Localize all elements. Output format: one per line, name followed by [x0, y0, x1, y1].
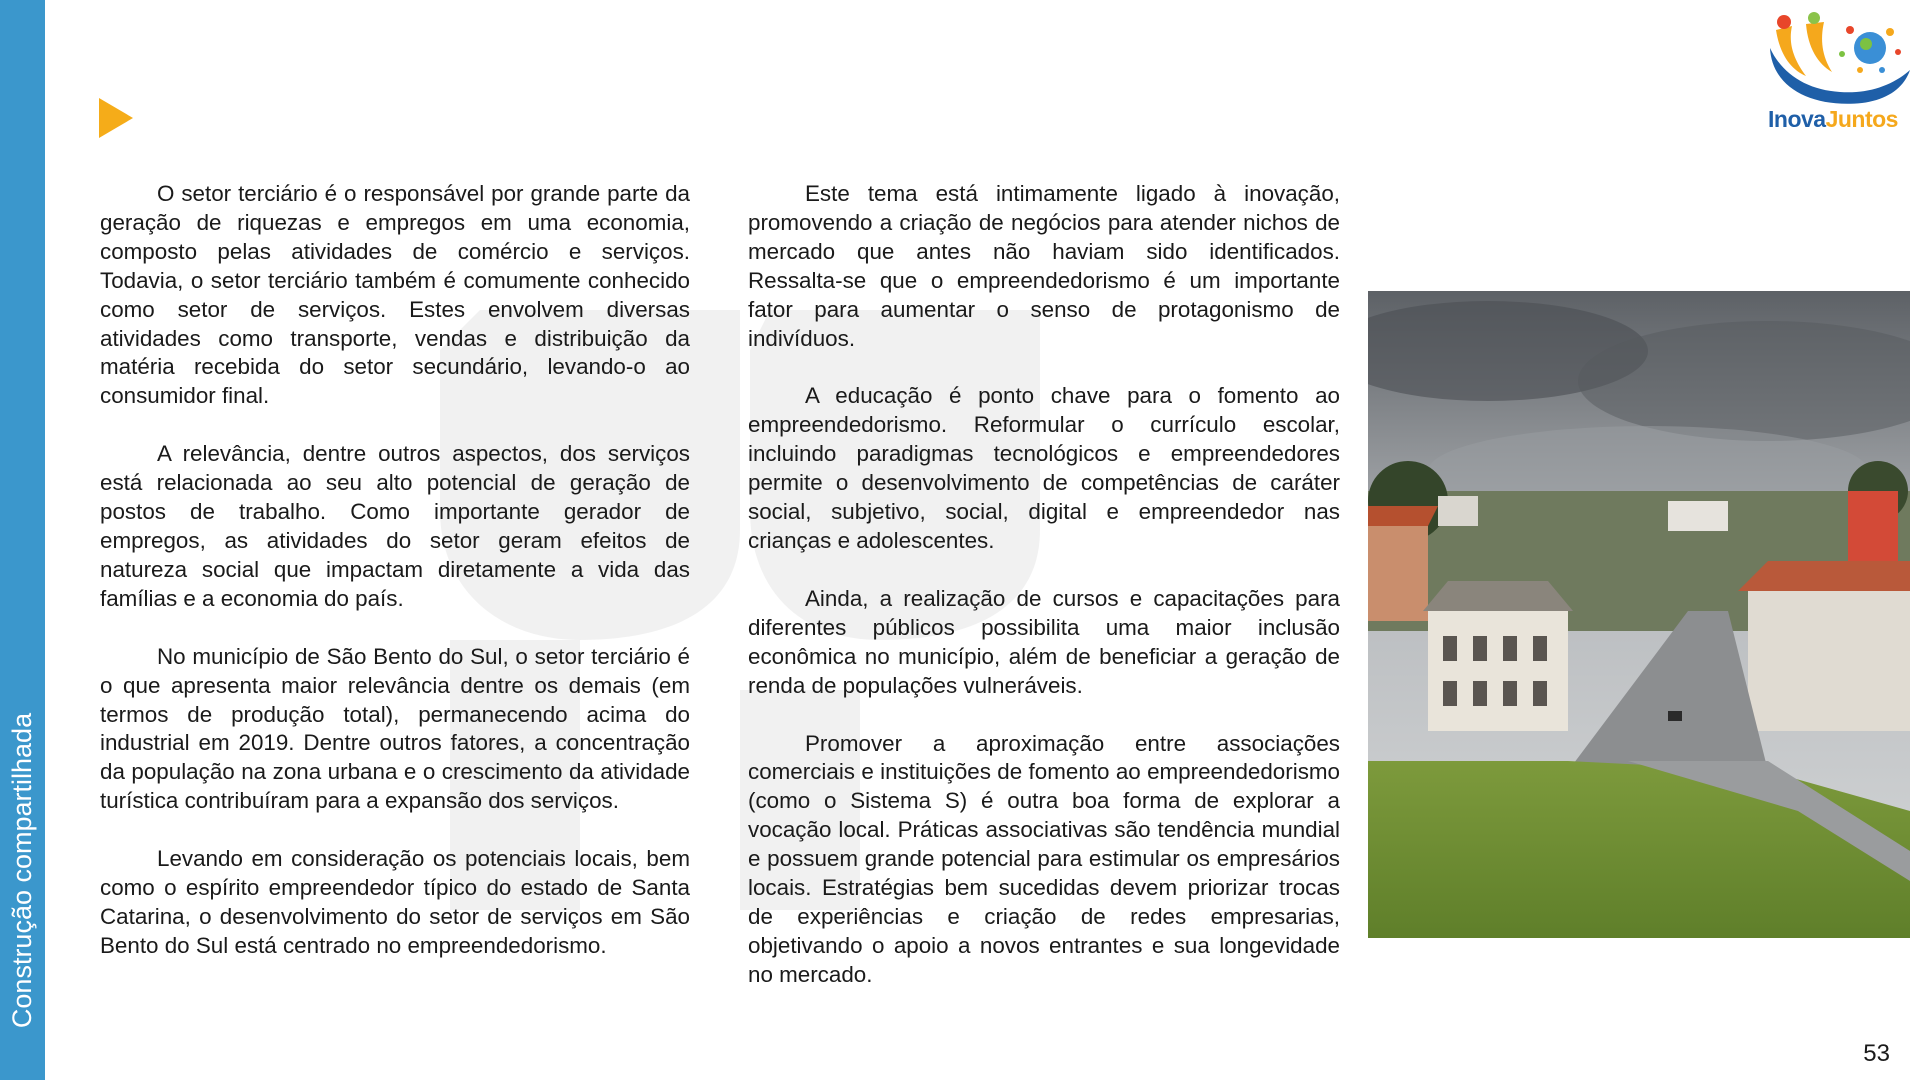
paragraph: No município de São Bento do Sul, o setor terciário é o que apresenta maior relevância dentre os demais (em termos de produção total), permanecendo acima do industrial em 2019. Dentre outros fatores, a concentração da população na zona urbana e o crescimento da atividade turística contribuíram para a expansão dos serviços. — [100, 643, 690, 814]
paragraph: A relevância, dentre outros aspectos, dos serviços está relacionada ao seu alto potencial de geração de postos de trabalho. Como importante gerador de empregos, as atividades do setor geram efeitos de natureza social que impactam diretamente a vida das famílias e a economia do país. — [100, 441, 690, 611]
text-column-left — [100, 180, 690, 990]
paragraph: Levando em consideração os potenciais locais, bem como o espírito empreendedor típico do estado de Santa Catarina, o desenvolvimento do setor de serviços em São Bento do Sul está centrado no empreendedorismo. — [100, 846, 690, 958]
paragraph: O setor terciário é o responsável por grande parte da geração de riquezas e empregos em uma economia, composto pelas atividades de comércio e serviços. Todavia, o setor terciário também é comumente conhecido como setor de serviços. Estes envolvem diversas atividades como transporte, vendas e distribuição da matéria recebida do setor secundário, levando-o ao consumidor final. — [100, 181, 690, 409]
paragraph: Promover a aproximação entre associações comerciais e instituições de fomento ao empreendedorismo (como o Sistema S) é outra boa forma de explorar a vocação local. Práticas associativas são tendência mundial e possuem grande potencial para estimular os empresários locais. Estratégias bem sucedidas devem priorizar trocas de experiências e criação de redes empresarias, objetivando o apoio a novos entrantes e sua longevidade no mercado. — [748, 730, 1340, 987]
section-marker-icon — [99, 98, 133, 138]
city-photo — [1368, 291, 1910, 938]
paragraph: Ainda, a realização de cursos e capacitações para diferentes públicos possibilita uma maior inclusão econômica no município, além de beneficiar a geração de renda de populações vulneráveis. — [748, 585, 1340, 698]
paragraph: A educação é ponto chave para o fomento ao empreendedorismo. Reformular o currículo escolar, incluindo paradigmas tecnológicos e empreendedores permite o desenvolvimento de competências de caráter social, subjetivo, social, digital e empreendedor nas crianças e adolescentes. — [748, 383, 1340, 553]
logo-wordmark-part1: Inova — [1768, 106, 1826, 132]
sidebar-label — [0, 700, 45, 1040]
paragraph: Este tema está intimamente ligado à inovação, promovendo a criação de negócios para atender nichos de mercado que antes não haviam sido identificados. Ressalta-se que o empreendedorismo é um importante fator para aumentar o senso de protagonismo de indivíduos. — [748, 181, 1340, 351]
text-column-right — [748, 180, 1340, 1019]
logo-wordmark — [1768, 106, 1898, 133]
sidebar-bar — [0, 0, 45, 1080]
logo-wordmark-part2: Juntos — [1825, 106, 1898, 132]
page-number: 53 — [1863, 1040, 1890, 1067]
sidebar-label-text: Construção compartilhada — [7, 712, 38, 1028]
